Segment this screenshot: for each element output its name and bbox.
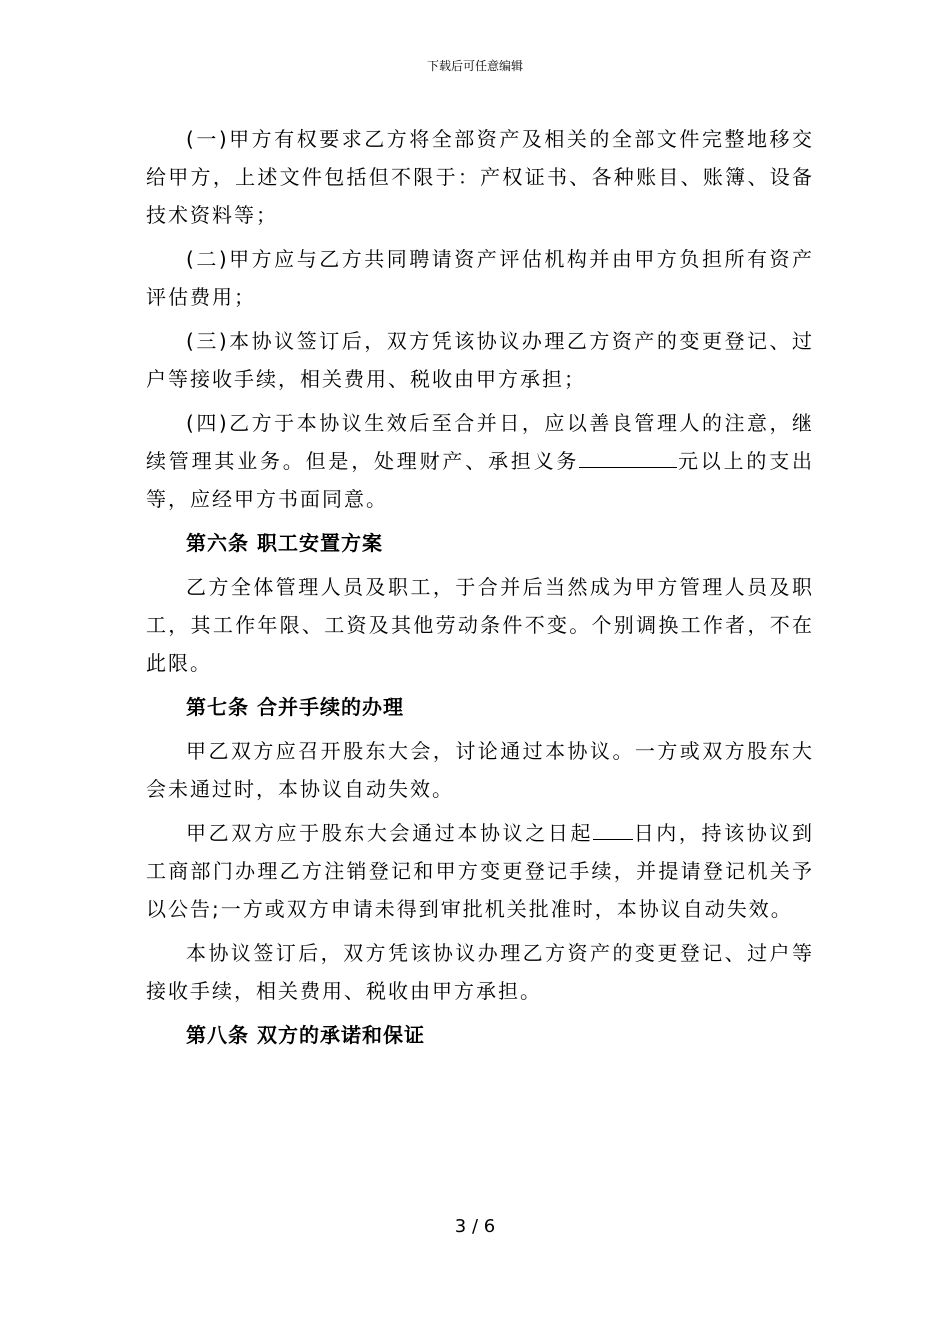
paragraph-clause-1: (一)甲方有权要求乙方将全部资产及相关的全部文件完整地移交给甲方，上述文件包括但不限于：产权证书、各种账目、账簿、设备技术资料等； [146, 127, 814, 227]
days-blank [593, 817, 633, 840]
paragraph-registration [146, 814, 814, 928]
article-8-heading: 第八条 双方的承诺和保证 [186, 1023, 425, 1047]
page-header-note: 下载后可任意编辑 [426, 59, 523, 73]
article-7-heading: 第七条 合并手续的办理 [186, 695, 404, 719]
article-6-heading: 第六条 职工安置方案 [186, 531, 383, 555]
page-number: 3 / 6 [454, 1216, 496, 1237]
document-body [146, 120, 814, 1054]
paragraph-shareholders-meeting: 甲乙双方应召开股东大会，讨论通过本协议。一方或双方股东大会未通过时，本协议自动失效。 [146, 739, 814, 801]
amount-blank [579, 445, 677, 468]
clause-4-text-before: (四)乙方于本协议生效后至合并日，应以善良管理人的注意，继续管理其业务。但是，处理财产、承担义务 [146, 411, 814, 473]
paragraph-clause-4 [146, 404, 814, 518]
registration-text-after: 日内，持该协议到工商部门办理乙方注销登记和甲方变更登记手续，并提请登记机关予以公告;一方或双方申请未得到审批机关批准时，本协议自动失效。 [146, 821, 815, 921]
clause-4-text-after: 元以上的支出等，应经甲方书面同意。 [146, 449, 815, 511]
paragraph-clause-3: (三)本协议签订后，双方凭该协议办理乙方资产的变更登记、过户等接收手续，相关费用、税收由甲方承担； [146, 329, 814, 391]
paragraph-clause-2: (二)甲方应与乙方共同聘请资产评估机构并由甲方负担所有资产评估费用； [146, 247, 814, 309]
paragraph-staff-placement: 乙方全体管理人员及职工，于合并后当然成为甲方管理人员及职工，其工作年限、工资及其他劳动条件不变。个别调换工作者，不在此限。 [146, 575, 814, 675]
registration-text-before: 甲乙双方应于股东大会通过本协议之日起 [186, 821, 594, 845]
paragraph-transfer-fees: 本协议签订后，双方凭该协议办理乙方资产的变更登记、过户等接收手续，相关费用、税收由甲方承担。 [146, 941, 814, 1003]
